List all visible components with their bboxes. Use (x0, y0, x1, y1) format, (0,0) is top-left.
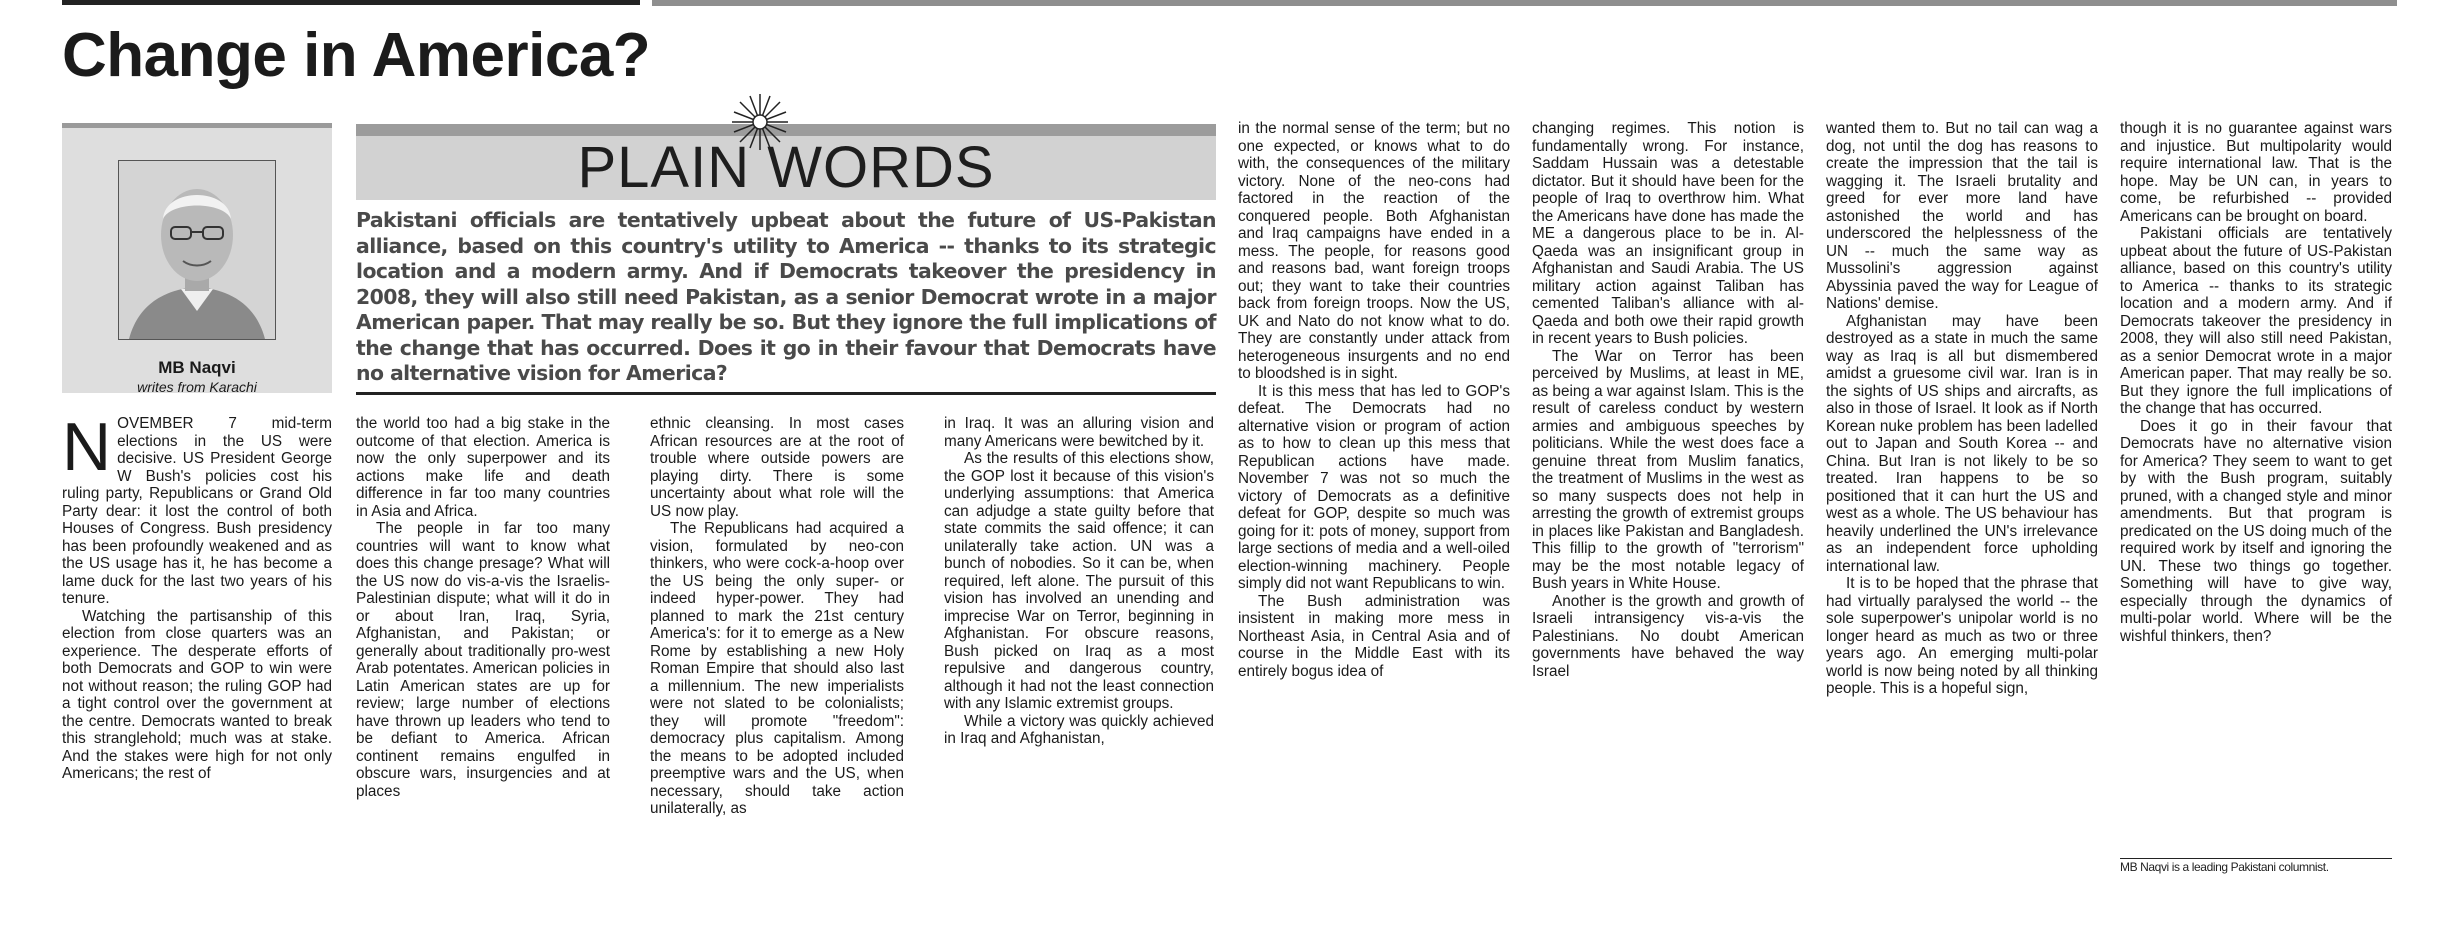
paragraph: The people in far too many countries will want to know what does this change presage? What will the US now do vis-a-vis the Israelis-Palestinian dispute; what will it do in or about Iran, Iraq, Syria, Afghanistan, and Pakistan; or generally about traditionally pro-west Arab potentates. American policies in Latin American states are up for review; large number of elections have thrown up leaders who tend to be defiant to America. African continent remains engulfed in obscure wars, insurgencies and at places (356, 520, 610, 800)
paragraph (62, 415, 332, 608)
author-location: writes from Karachi (137, 379, 257, 395)
paragraph: wanted them to. But no tail can wag a dog, not until the dog has reasons to create the impression that the tail is wagging it. The Israeli brutality and greed for ever more land have astonished the world and has underscored the helplessness of the UN -- much the same way as Mussolini's aggression against Abyssinia paved the way for League of Nations' demise. (1826, 120, 2098, 312)
article-column-1 (62, 415, 332, 895)
top-rule-left (62, 0, 640, 5)
paragraph: It is to be hoped that the phrase that had virtually paralysed the world -- the sole superpower's unipolar world is no longer heard as much as two or three years ago. An emerging multi-polar world is now being noted by all thinking people. This is a hopeful sign, (1826, 575, 2098, 697)
author-photo (118, 160, 276, 340)
paragraph: in Iraq. It was an alluring vision and many Americans were bewitched by it. (944, 415, 1214, 450)
paragraph: The Bush administration was insistent in making more mess in Northeast Asia, in Central Asia and of course in the Middle East with its entirely bogus idea of (1238, 592, 1510, 680)
paragraph: Pakistani officials are tentatively upbeat about the future of US-Pakistan alliance, based on this country's utility to America -- thanks to its strategic location and a modern army. And if Democrats takeover the presidency in 2008, they will also still need Pakistan, as a senior Democrat wrote in a major American paper. That may really be so. But they ignore the full implications of the change that has occurred. (2120, 225, 2392, 417)
paragraph: As the results of this elections show, the GOP lost it because of this vision's underlying assumptions: that America can adjudge a state guilty before that state commits the said offence; it can unilaterally take action. UN was a bunch of nobodies. So it can be, when required, left alone. The pursuit of this vision has involved an unending and imprecise War on Terror, beginning in Afghanistan. For obscure reasons, Bush picked on Iraq as a most repulsive and dangerous country, although it had not the least connection with any Islamic extremist groups. (944, 450, 1214, 712)
article-column-4 (944, 415, 1214, 895)
headline: Change in America? (62, 21, 651, 90)
author-name: MB Naqvi (158, 358, 236, 377)
paragraph: It is this mess that has led to GOP's defeat. The Democrats had no alternative vision or program of action as to how to clean up this mess that Republican actions have made. November 7 was not so much the victory of Democrats as a definitive defeat for GOP, despite so much was going for it: pots of money, support from large sections of media and a well-oiled election-winning machinery. People simply did not want Republicans to win. (1238, 382, 1510, 592)
paragraph: While a victory was quickly achieved in Iraq and Afghanistan, (944, 712, 1214, 747)
paragraph: Afghanistan may have been destroyed as a state in much the same way as Iraq is all but dismembered amidst a gruesome civil war. Iran is in the sights of US ships and aircrafts, as also in those of Israel. It look as if North Korean nuke problem has been ladelled out to Japan and South Korea -- and China. But Iran is not likely to be so treated. Iran happens to be so positioned that it can hurt the US and west as a whole. The US behaviour has heavily underlined the UN's irrelevance as an independent force upholding international law. (1826, 312, 2098, 575)
column-name: PLAIN WORDS (577, 135, 995, 200)
paragraph: Watching the partisanship of this election from close quarters was an experience. The desperate efforts of both Democrats and GOP to win were not without reason; the ruling GOP had a tight control over the government at the centre. Democrats wanted to break this stranglehold; much was at stake. And the stakes were high for not only Americans; the rest of (62, 607, 332, 782)
paragraph: the world too had a big stake in the outcome of that election. America is now the only superpower and its actions make life and death difference in far too many countries in Asia and Africa. (356, 415, 610, 520)
paragraph: Does it go in their favour that Democrats have no alternative vision for America? They seem to want to get by with the Bush program, suitably pruned, with a changed style and minor amendments. But that program is predicated on the US doing much of the required work by itself and ignoring the UN. These two things go together. Something will have to give way, especially through the dynamics of multi-polar world. Where will be the wishful thinkers, then? (2120, 417, 2392, 645)
paragraph-text: OVEMBER 7 mid-term elections in the US were decisive. US President George W Bush's policies cost his ruling party, Republicans or Grand Old Party dear: it lost the control of both Houses of Congress. Bush presidency has been profoundly weakened and as the US usage has it, he has become a lame duck for the last two years of his tenure. (62, 415, 332, 607)
top-rule-right (652, 0, 2397, 6)
paragraph: Another is the growth and growth of Israeli intransigency vis-a-vis the Palestinians. No doubt American governments have behaved the way Israel (1532, 592, 1804, 680)
author-footnote: MB Naqvi is a leading Pakistani columnist. (2120, 860, 2329, 874)
paragraph: The War on Terror has been perceived by Muslims, at least in ME, as being a war against Islam. This is the result of careless conduct by western armies and ambiguous speeches by politicians. While the west does face a genuine threat from Muslim fanatics, the treatment of Muslims in the west as so many suspects does not help in arresting the growth of extremist groups in places like Pakistan and Bangladesh. This fillip to the growth of "terrorism" may be the most notable legacy of Bush years in White House. (1532, 347, 1804, 592)
article-column-7 (1826, 120, 2098, 895)
starburst-icon (732, 94, 788, 150)
author-box (62, 123, 332, 393)
article-column-6 (1532, 120, 1804, 895)
footnote-rule (2120, 858, 2392, 859)
article-column-5 (1238, 120, 1510, 895)
paragraph: The Republicans had acquired a vision, formulated by neo-con thinkers, who were cock-a-hoop over the US being the only super- or indeed hyper-power. They had planned to mark the 21st century America's: for it to emerge as a New Rome by establishing a new Holy Roman Empire that should also last a millennium. The new imperialists were not slated to be colonialists; they will promote "freedom": democracy plus capitalism. Among the means to be adopted included preemptive wars and the US, when necessary, should take action unilaterally, as (650, 520, 904, 817)
paragraph: changing regimes. This notion is fundamentally wrong. For instance, Saddam Hussain was a detestable dictator. But it should have been for the people of Iraq to overthrow him. What the Americans have done has made the ME a dangerous place to be in. Al-Qaeda was an insignificant group in Afghanistan and Saudi Arabia. The US military action against Taliban has cemented Taliban's alliance with al-Qaeda and both owe their rapid growth in recent years to Bush policies. (1532, 120, 1804, 347)
portrait-illustration (119, 161, 275, 339)
paragraph: in the normal sense of the term; but no one expected, or knows what to do with, the consequences of the military victory. None of the neo-cons had factored in the reaction of the conquered people. Both Afghanistan and Iraq campaigns have ended in a mess. The people, for reasons good and reasons bad, want foreign troops out; they want to take their countries back from foreign troops. Now the US, UK and Nato do not know what to do. They are constantly under attack from heterogeneous insurgents and no end to bloodshed is in sight. (1238, 120, 1510, 382)
paragraph: ethnic cleansing. In most cases African resources are at the root of trouble where outside powers are playing dirty. There is some uncertainty about what role will the US now play. (650, 415, 904, 520)
intro-standfirst: Pakistani officials are tentatively upbeat about the future of US-Pakistan alliance, based on this country's utility to America -- thanks to its strategic location and a modern army. And if Democrats takeover the presidency in 2008, they will also still need Pakistan, as a senior Democrat wrote in a major American paper. That may really be so. But they ignore the full implications of the change that has occurred. Does it go in their favour that Democrats have no alternative vision for America? (356, 208, 1216, 385)
paragraph: though it is no guarantee against wars and injustice. But multipolarity would require international law. That is the hope. May be UN can, in years to come, be refurbished -- provided Americans can be brought on board. (2120, 120, 2392, 225)
intro-rule (356, 392, 1216, 395)
article-column-3 (650, 415, 904, 895)
article-column-2 (356, 415, 610, 895)
drop-cap: N (62, 415, 112, 485)
article-column-8 (2120, 120, 2392, 860)
